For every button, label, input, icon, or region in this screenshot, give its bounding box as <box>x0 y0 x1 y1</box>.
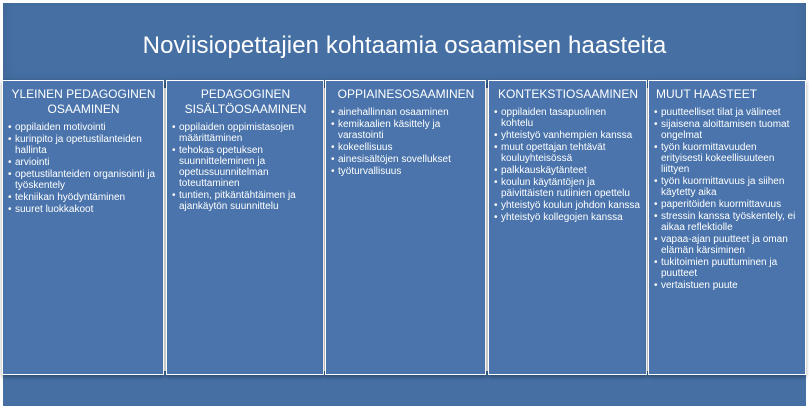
column-item-list <box>333 107 479 177</box>
list-item: • kurinpito ja opetustilanteiden hallinta <box>10 134 157 156</box>
diagram-title: Noviisiopettajien kohtaamia osaamisen haasteita <box>142 31 667 59</box>
title-banner <box>2 2 807 89</box>
list-item: • oppilaiden tasapuolinen kohtelu <box>496 107 640 129</box>
column-heading: MUUT HAASTEET <box>656 87 758 101</box>
columns-container <box>2 80 807 375</box>
list-item: • paperitöiden kuormittavuus <box>656 199 799 210</box>
list-item: • stressin kanssa työskentely, ei aikaa reflektiolle <box>656 211 799 233</box>
column-pedagoginen-sisalto <box>166 80 324 375</box>
list-item: • tuntien, pitkäntähtäimen ja ajankäytön suunnittelu <box>174 190 317 212</box>
list-item: • oppilaiden motivointi <box>10 122 157 133</box>
list-item: • puutteelliset tilat ja välineet <box>656 107 799 118</box>
list-item: • suuret luokkakoot <box>10 204 157 215</box>
list-item: • kemikaalien käsittely ja varastointi <box>333 119 479 141</box>
column-heading: OPPIAINESOSAAMINEN <box>337 87 475 101</box>
list-item: • yhteistyö koulun johdon kanssa <box>496 200 640 211</box>
column-item-list <box>10 122 157 215</box>
list-item: • ainesisältöjen sovellukset <box>333 154 479 165</box>
column-muut-haasteet <box>648 80 806 375</box>
list-item: • tekniikan hyödyntäminen <box>10 192 157 203</box>
column-oppiainesosaaminen <box>325 80 486 375</box>
list-item: • arviointi <box>10 157 157 168</box>
bottom-banner <box>2 370 807 407</box>
list-item: • työn kuormittavuuden erityisesti kokeellisuuteen liittyen <box>656 142 799 175</box>
list-item: • tukitoimien puuttuminen ja puutteet <box>656 257 799 279</box>
list-item: • ainehallinnan osaaminen <box>333 107 479 118</box>
list-item: • palkkauskäytänteet <box>496 165 640 176</box>
list-item: • sijaisena aloittamisen tuomat ongelmat <box>656 119 799 141</box>
list-item: • vapaa-ajan puutteet ja oman elämän kärsiminen <box>656 234 799 256</box>
column-heading: PEDAGOGINEN SISÄLTÖOSAAMINEN <box>184 87 307 116</box>
column-item-list <box>496 107 640 223</box>
column-kontekstiosaaminen <box>488 80 647 375</box>
list-item: • oppilaiden oppimistasojen määrittäminen <box>174 122 317 144</box>
list-item: • työturvallisuus <box>333 166 479 177</box>
list-item: • yhteistyö vanhempien kanssa <box>496 130 640 141</box>
list-item: • yhteistyö kollegojen kanssa <box>496 212 640 223</box>
column-item-list <box>174 122 317 212</box>
list-item: • kokeellisuus <box>333 142 479 153</box>
column-heading: YLEINEN PEDAGOGINEN OSAAMINEN <box>11 87 156 116</box>
list-item: • muut opettajan tehtävät kouluyhteisössä <box>496 142 640 164</box>
list-item: • opetustilanteiden organisointi ja työskentely <box>10 169 157 191</box>
list-item: • vertaistuen puute <box>656 280 799 291</box>
list-item: • työn kuormittavuus ja siihen käytetty aika <box>656 176 799 198</box>
column-heading: KONTEKSTIOSAAMINEN <box>497 87 639 101</box>
list-item: • koulun käytäntöjen ja päivittäisten rutiinien opettelu <box>496 177 640 199</box>
list-item: • tehokas opetuksen suunnitteleminen ja opetussuunnitelman toteuttaminen <box>174 145 317 189</box>
column-item-list <box>656 107 799 291</box>
column-yleinen-pedagoginen <box>2 80 164 375</box>
